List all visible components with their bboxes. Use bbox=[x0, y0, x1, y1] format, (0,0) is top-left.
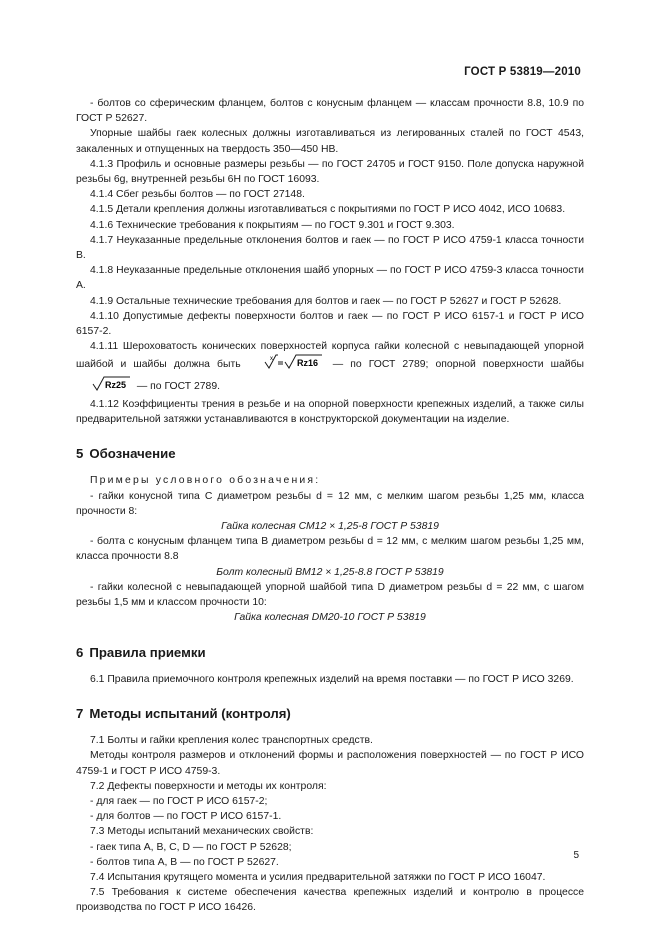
section-title: Методы испытаний (контроля) bbox=[89, 705, 291, 721]
roughness-text-b: — по ГОСТ 2789; опорной поверхности шайбы bbox=[332, 359, 584, 371]
roughness-text-c: — по ГОСТ 2789. bbox=[136, 380, 220, 392]
paragraph: 7.3 Методы испытаний механических свойств: bbox=[90, 826, 314, 838]
paragraph: 4.1.6 Технические требования к покрытиям — по ГОСТ 9.301 и ГОСТ 9.303. bbox=[90, 219, 455, 231]
paragraph: 4.1.10 Допустимые дефекты поверхности болтов и гаек — по ГОСТ Р ИСО 6157-1 и ГОСТ Р ИСО 6157-2. bbox=[76, 310, 584, 338]
roughness-text-a: 4.1.11 Шероховатость конических поверхностей корпуса гайки колесной с невыпадающей упорной шайбой и шайбы должна быть bbox=[76, 341, 584, 371]
paragraph: 4.1.12 Коэффициенты трения в резьбе и на опорной поверхности крепежных изделий, а также силы предварительной затяжки устанавливаются в конструкторской документации на изделие. bbox=[76, 398, 584, 426]
roughness-symbol-value: Rz16 bbox=[296, 358, 318, 369]
paragraph: 4.1.9 Остальные технические требования для болтов и гаек — по ГОСТ Р 52627 и ГОСТ Р 52628. bbox=[90, 295, 562, 307]
roughness-paragraph bbox=[76, 339, 584, 397]
paragraph: - гайки конусной типа С диаметром резьбы d = 12 мм, с мелким шагом резьбы 1,25 мм, класса прочности 8: bbox=[76, 490, 584, 517]
paragraph: 6.1 Правила приемочного контроля крепежных изделий на время поставки — по ГОСТ Р ИСО 3269. bbox=[90, 673, 574, 685]
paragraph: 4.1.5 Детали крепления должны изготавливаться с покрытиями по ГОСТ Р ИСО 4042, ИСО 10683. bbox=[90, 204, 566, 216]
designation-example: Гайка колесная DM20-10 ГОСТ Р 53819 bbox=[234, 612, 426, 624]
designation-example: Болт колесный ВМ12 × 1,25-8.8 ГОСТ Р 53819 bbox=[216, 566, 444, 578]
section-heading bbox=[76, 446, 584, 461]
paragraph: Примеры условного обозначения: bbox=[90, 475, 321, 487]
paragraph: - болтов типа А, В — по ГОСТ Р 52627. bbox=[90, 856, 279, 868]
paragraph: 4.1.8 Неуказанные предельные отклонения шайб упорных — по ГОСТ Р ИСО 4759-3 класса точности А. bbox=[76, 265, 584, 292]
paragraph: - для болтов — по ГОСТ Р ИСО 6157-1. bbox=[90, 811, 282, 823]
paragraph: - для гаек — по ГОСТ Р ИСО 6157-2; bbox=[90, 795, 268, 807]
roughness-symbol-value: Rz25 bbox=[105, 379, 127, 390]
paragraph: 4.1.7 Неуказанные предельные отклонения болтов и гаек — по ГОСТ Р ИСО 4759-1 класса точности В. bbox=[76, 234, 584, 262]
section-number: 6 bbox=[76, 644, 84, 660]
page-number: 5 bbox=[573, 850, 579, 861]
paragraph: - гайки колесной с невыпадающей упорной шайбой типа D диаметром резьбы d = 22 мм, с шагом резьбы 1,5 мм и классом прочности 10: bbox=[76, 581, 584, 609]
paragraph: 7.4 Испытания крутящего момента и усилия предварительной затяжки по ГОСТ Р ИСО 16047. bbox=[90, 871, 546, 883]
section-number: 5 bbox=[76, 446, 84, 462]
designation-example: Гайка колесная СМ12 × 1,25-8 ГОСТ Р 53819 bbox=[221, 521, 439, 533]
document-header-id: ГОСТ Р 53819—2010 bbox=[464, 66, 581, 78]
document-body bbox=[76, 96, 584, 916]
roughness-symbol-sup: x bbox=[269, 356, 273, 363]
paragraph: 4.1.4 Сбег резьбы болтов — по ГОСТ 27148. bbox=[90, 189, 305, 201]
paragraph: 4.1.3 Профиль и основные размеры резьбы — по ГОСТ 24705 и ГОСТ 9150. Поле допуска наружной резьбы 6g, внутренней резьбы 6Н по ГОСТ 16093. bbox=[76, 158, 584, 186]
paragraph: Упорные шайбы гаек колесных должны изготавливаться из легированных сталей по ГОСТ 4543, закаленных и отпущенных на твердость 350—450 НВ. bbox=[76, 128, 584, 155]
section-heading bbox=[76, 706, 584, 721]
paragraph: - болта с конусным фланцем типа В диаметром резьбы d = 12 мм, с мелким шагом резьбы 1,25 мм, класса прочности 8.8 bbox=[76, 536, 584, 563]
roughness-symbol-2 bbox=[78, 376, 132, 397]
roughness-symbol-1 bbox=[250, 354, 324, 375]
section-title: Обозначение bbox=[89, 446, 176, 462]
section-number: 7 bbox=[76, 705, 84, 721]
paragraph: - болтов со сферическим фланцем, болтов с конусным фланцем — классам прочности 8.8, 10.9 по ГОСТ Р 52627. bbox=[76, 98, 584, 125]
paragraph: 7.5 Требования к системе обеспечения качества крепежных изделий и контролю в процессе производства по ГОСТ Р ИСО 16426. bbox=[76, 887, 584, 914]
paragraph: - гаек типа А, В, С, D — по ГОСТ Р 52628; bbox=[90, 841, 292, 853]
paragraph: 7.1 Болты и гайки крепления колес транспортных средств. bbox=[90, 735, 373, 747]
paragraph: Методы контроля размеров и отклонений формы и расположения поверхностей — по ГОСТ Р ИСО 4759-1 и ГОСТ Р ИСО 4759-3. bbox=[76, 750, 584, 777]
section-title: Правила приемки bbox=[89, 644, 206, 660]
section-heading bbox=[76, 645, 584, 660]
paragraph: 7.2 Дефекты поверхности и методы их контроля: bbox=[90, 780, 327, 792]
